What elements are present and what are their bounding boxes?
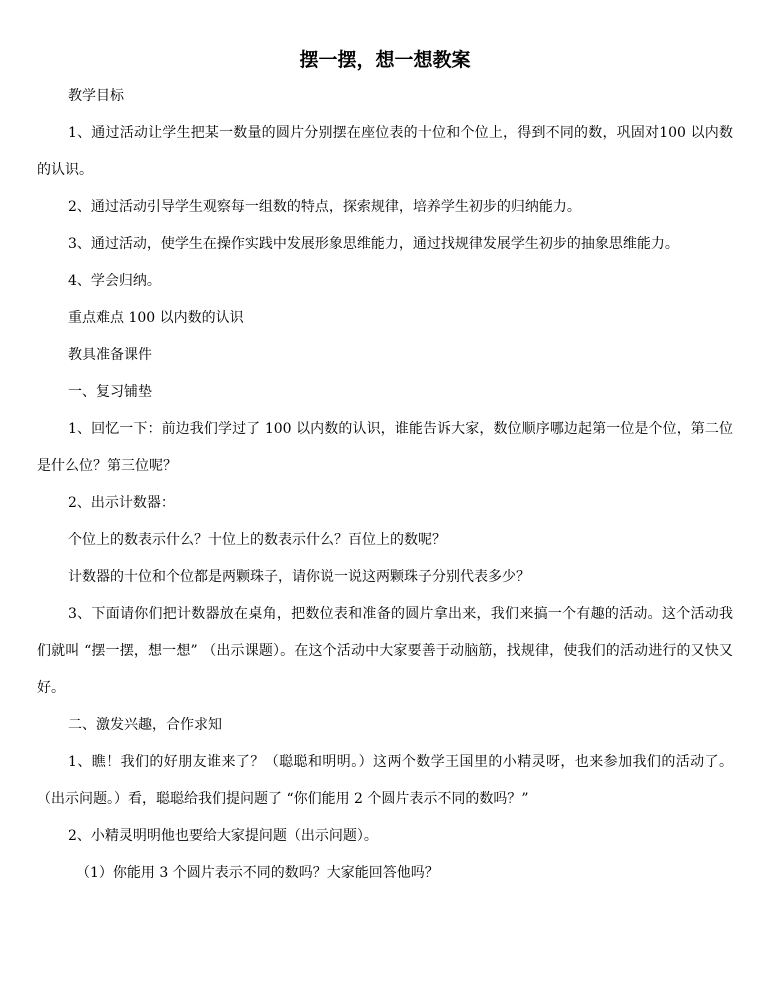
review-question-place-values: 个位上的数表示什么？十位上的数表示什么？百位上的数呢？	[68, 532, 446, 548]
review-item-2: 2、出示计数器：	[68, 495, 175, 511]
section-heading-review: 一、复习铺垫	[68, 384, 152, 400]
objective-2: 2、通过活动引导学生观察每一组数的特点，探索规律，培养学生初步的归纳能力。	[68, 199, 581, 215]
review-item-3: 3、下面请你们把计数器放在桌角，把数位表和准备的圆片拿出来，我们来搞一个有趣的活动。这个活动我们就叫 “摆一摆，想一想” （出示课题）。在这个活动中大家要善于动脑筋，找规律，使我们的活动进行的又快又好。	[37, 606, 733, 696]
review-question-beads: 计数器的十位和个位都是两颗珠子，请你说一说这两颗珠子分别代表多少？	[68, 569, 530, 585]
objective-4: 4、学会归纳。	[68, 273, 161, 289]
review-item-1: 1、回忆一下：前边我们学过了 100 以内数的认识，谁能告诉大家，数位顺序哪边起第一位是个位，第二位是什么位？第三位呢？	[37, 421, 733, 474]
document-title: 摆一摆，想一想教案	[299, 49, 471, 71]
key-points: 重点难点 100 以内数的认识	[68, 310, 244, 326]
interest-item-2: 2、小精灵明明他也要给大家提问题（出示问题）。	[68, 828, 378, 844]
interest-item-1: 1、瞧！我们的好朋友谁来了？（聪聪和明明。）这两个数学王国里的小精灵呀，也来参加我们的活动了。（出示问题。）看，聪聪给我们提问题了 “你们能用 2 个圆片表示不同的数吗？”	[37, 754, 733, 807]
section-heading-objectives: 教学目标	[68, 88, 124, 104]
objective-1: 1、通过活动让学生把某一数量的圆片分别摆在座位表的十位和个位上，得到不同的数，巩固对100 以内数的认识。	[37, 125, 733, 178]
interest-subitem-1: （1）你能用 3 个圆片表示不同的数吗？大家能回答他吗？	[76, 865, 439, 881]
document-body	[37, 78, 733, 892]
teaching-aids: 教具准备课件	[68, 347, 152, 363]
section-heading-interest: 二、激发兴趣，合作求知	[68, 717, 222, 733]
objective-3: 3、通过活动，使学生在操作实践中发展形象思维能力，通过找规律发展学生初步的抽象思维能力。	[68, 236, 679, 252]
